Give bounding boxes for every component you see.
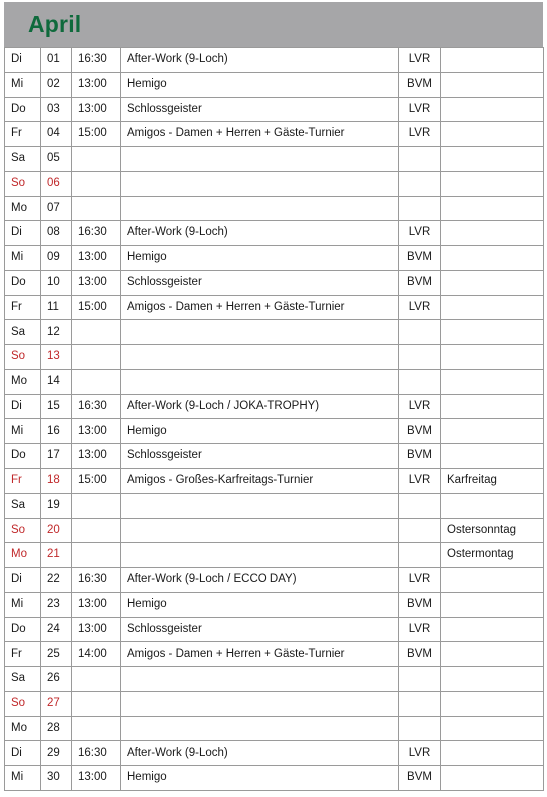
note-cell	[441, 122, 544, 147]
weekday-cell: Mi	[5, 419, 41, 444]
table-row	[5, 543, 544, 568]
table-row	[5, 667, 544, 692]
table-row	[5, 122, 544, 147]
event-cell	[121, 667, 399, 692]
event-cell	[121, 345, 399, 370]
table-row	[5, 147, 544, 172]
organizer-cell	[399, 196, 441, 221]
table-row	[5, 320, 544, 345]
note-cell	[441, 568, 544, 593]
note-cell	[441, 691, 544, 716]
organizer-cell	[399, 716, 441, 741]
note-cell	[441, 592, 544, 617]
note-cell	[441, 667, 544, 692]
day-cell: 05	[41, 147, 72, 172]
time-cell: 13:00	[72, 72, 121, 97]
day-cell: 23	[41, 592, 72, 617]
time-cell	[72, 543, 121, 568]
time-cell	[72, 320, 121, 345]
organizer-cell: BVM	[399, 72, 441, 97]
note-cell	[441, 295, 544, 320]
table-row	[5, 48, 544, 73]
calendar-body	[5, 48, 544, 791]
weekday-cell: So	[5, 691, 41, 716]
weekday-cell: Fr	[5, 295, 41, 320]
note-cell	[441, 72, 544, 97]
organizer-cell: LVR	[399, 122, 441, 147]
note-cell	[441, 394, 544, 419]
weekday-cell: Do	[5, 97, 41, 122]
time-cell	[72, 196, 121, 221]
note-cell	[441, 716, 544, 741]
table-row	[5, 766, 544, 791]
event-cell: Amigos - Damen + Herren + Gäste-Turnier	[121, 642, 399, 667]
organizer-cell	[399, 518, 441, 543]
note-cell	[441, 147, 544, 172]
month-header	[4, 2, 543, 47]
weekday-cell: Sa	[5, 667, 41, 692]
time-cell: 13:00	[72, 97, 121, 122]
event-cell: After-Work (9-Loch)	[121, 741, 399, 766]
weekday-cell: Sa	[5, 493, 41, 518]
weekday-cell: Sa	[5, 147, 41, 172]
note-cell	[441, 766, 544, 791]
organizer-cell: LVR	[399, 295, 441, 320]
weekday-cell: Mo	[5, 543, 41, 568]
weekday-cell: Do	[5, 270, 41, 295]
event-cell	[121, 369, 399, 394]
day-cell: 21	[41, 543, 72, 568]
day-cell: 10	[41, 270, 72, 295]
table-row	[5, 716, 544, 741]
time-cell	[72, 691, 121, 716]
day-cell: 25	[41, 642, 72, 667]
time-cell: 15:00	[72, 122, 121, 147]
event-cell: Hemigo	[121, 246, 399, 271]
note-cell	[441, 419, 544, 444]
day-cell: 03	[41, 97, 72, 122]
event-cell: Amigos - Damen + Herren + Gäste-Turnier	[121, 122, 399, 147]
table-row	[5, 72, 544, 97]
weekday-cell: Fr	[5, 469, 41, 494]
weekday-cell: Mo	[5, 716, 41, 741]
event-cell	[121, 493, 399, 518]
organizer-cell	[399, 320, 441, 345]
weekday-cell: Do	[5, 617, 41, 642]
event-cell	[121, 691, 399, 716]
event-cell: Hemigo	[121, 766, 399, 791]
weekday-cell: Mi	[5, 246, 41, 271]
event-cell	[121, 196, 399, 221]
time-cell: 15:00	[72, 295, 121, 320]
table-row	[5, 270, 544, 295]
event-cell	[121, 518, 399, 543]
event-cell: Hemigo	[121, 419, 399, 444]
time-cell: 16:30	[72, 741, 121, 766]
event-cell: After-Work (9-Loch)	[121, 48, 399, 73]
time-cell: 13:00	[72, 592, 121, 617]
time-cell: 13:00	[72, 419, 121, 444]
weekday-cell: Di	[5, 221, 41, 246]
day-cell: 17	[41, 444, 72, 469]
table-row	[5, 221, 544, 246]
event-cell: After-Work (9-Loch)	[121, 221, 399, 246]
weekday-cell: Mo	[5, 369, 41, 394]
event-cell: Amigos - Großes-Karfreitags-Turnier	[121, 469, 399, 494]
table-row	[5, 196, 544, 221]
time-cell: 13:00	[72, 444, 121, 469]
organizer-cell: LVR	[399, 469, 441, 494]
day-cell: 18	[41, 469, 72, 494]
organizer-cell	[399, 493, 441, 518]
day-cell: 20	[41, 518, 72, 543]
day-cell: 27	[41, 691, 72, 716]
time-cell: 14:00	[72, 642, 121, 667]
note-cell	[441, 171, 544, 196]
event-cell	[121, 716, 399, 741]
time-cell	[72, 493, 121, 518]
organizer-cell: BVM	[399, 592, 441, 617]
event-cell: Hemigo	[121, 72, 399, 97]
note-cell	[441, 48, 544, 73]
day-cell: 15	[41, 394, 72, 419]
table-row	[5, 369, 544, 394]
day-cell: 08	[41, 221, 72, 246]
day-cell: 02	[41, 72, 72, 97]
organizer-cell	[399, 369, 441, 394]
organizer-cell	[399, 147, 441, 172]
day-cell: 07	[41, 196, 72, 221]
organizer-cell: BVM	[399, 419, 441, 444]
note-cell	[441, 270, 544, 295]
event-cell: Amigos - Damen + Herren + Gäste-Turnier	[121, 295, 399, 320]
note-cell	[441, 493, 544, 518]
table-row	[5, 642, 544, 667]
event-cell	[121, 171, 399, 196]
note-cell	[441, 345, 544, 370]
weekday-cell: Di	[5, 741, 41, 766]
note-cell: Ostermontag	[441, 543, 544, 568]
organizer-cell: BVM	[399, 642, 441, 667]
note-cell: Ostersonntag	[441, 518, 544, 543]
table-row	[5, 345, 544, 370]
weekday-cell: Fr	[5, 122, 41, 147]
weekday-cell: So	[5, 345, 41, 370]
event-cell	[121, 320, 399, 345]
time-cell: 13:00	[72, 766, 121, 791]
table-row	[5, 444, 544, 469]
organizer-cell	[399, 667, 441, 692]
table-row	[5, 295, 544, 320]
organizer-cell: LVR	[399, 221, 441, 246]
month-title: April	[28, 11, 82, 37]
organizer-cell	[399, 691, 441, 716]
organizer-cell: BVM	[399, 246, 441, 271]
organizer-cell: BVM	[399, 270, 441, 295]
organizer-cell: LVR	[399, 97, 441, 122]
organizer-cell: LVR	[399, 568, 441, 593]
time-cell: 16:30	[72, 568, 121, 593]
event-cell: After-Work (9-Loch / JOKA-TROPHY)	[121, 394, 399, 419]
weekday-cell: Mi	[5, 766, 41, 791]
organizer-cell	[399, 345, 441, 370]
day-cell: 29	[41, 741, 72, 766]
time-cell	[72, 147, 121, 172]
note-cell	[441, 196, 544, 221]
day-cell: 12	[41, 320, 72, 345]
organizer-cell: LVR	[399, 617, 441, 642]
organizer-cell: BVM	[399, 444, 441, 469]
day-cell: 14	[41, 369, 72, 394]
event-cell: Hemigo	[121, 592, 399, 617]
weekday-cell: Di	[5, 568, 41, 593]
time-cell: 13:00	[72, 270, 121, 295]
table-row	[5, 493, 544, 518]
organizer-cell: LVR	[399, 48, 441, 73]
event-cell: Schlossgeister	[121, 97, 399, 122]
time-cell	[72, 518, 121, 543]
event-cell: After-Work (9-Loch / ECCO DAY)	[121, 568, 399, 593]
day-cell: 22	[41, 568, 72, 593]
weekday-cell: So	[5, 171, 41, 196]
day-cell: 28	[41, 716, 72, 741]
weekday-cell: Do	[5, 444, 41, 469]
note-cell	[441, 617, 544, 642]
note-cell	[441, 320, 544, 345]
table-row	[5, 592, 544, 617]
time-cell	[72, 369, 121, 394]
table-row	[5, 394, 544, 419]
time-cell	[72, 667, 121, 692]
weekday-cell: Di	[5, 394, 41, 419]
weekday-cell: Di	[5, 48, 41, 73]
day-cell: 11	[41, 295, 72, 320]
table-row	[5, 617, 544, 642]
weekday-cell: Fr	[5, 642, 41, 667]
day-cell: 06	[41, 171, 72, 196]
time-cell: 16:30	[72, 48, 121, 73]
table-row	[5, 518, 544, 543]
note-cell	[441, 369, 544, 394]
note-cell	[441, 221, 544, 246]
event-cell	[121, 147, 399, 172]
weekday-cell: Mi	[5, 592, 41, 617]
event-cell	[121, 543, 399, 568]
organizer-cell: LVR	[399, 394, 441, 419]
table-row	[5, 741, 544, 766]
time-cell	[72, 716, 121, 741]
time-cell	[72, 171, 121, 196]
note-cell	[441, 741, 544, 766]
table-row	[5, 469, 544, 494]
event-cell: Schlossgeister	[121, 270, 399, 295]
event-cell: Schlossgeister	[121, 444, 399, 469]
table-row	[5, 246, 544, 271]
organizer-cell: LVR	[399, 741, 441, 766]
day-cell: 04	[41, 122, 72, 147]
day-cell: 01	[41, 48, 72, 73]
weekday-cell: Sa	[5, 320, 41, 345]
weekday-cell: Mi	[5, 72, 41, 97]
time-cell	[72, 345, 121, 370]
day-cell: 19	[41, 493, 72, 518]
table-row	[5, 97, 544, 122]
organizer-cell: BVM	[399, 766, 441, 791]
note-cell	[441, 246, 544, 271]
table-row	[5, 171, 544, 196]
day-cell: 13	[41, 345, 72, 370]
time-cell: 13:00	[72, 617, 121, 642]
time-cell: 13:00	[72, 246, 121, 271]
day-cell: 26	[41, 667, 72, 692]
time-cell: 16:30	[72, 394, 121, 419]
note-cell: Karfreitag	[441, 469, 544, 494]
calendar-table	[4, 47, 544, 791]
note-cell	[441, 444, 544, 469]
table-row	[5, 419, 544, 444]
day-cell: 30	[41, 766, 72, 791]
note-cell	[441, 642, 544, 667]
table-row	[5, 691, 544, 716]
table-row	[5, 568, 544, 593]
event-cell: Schlossgeister	[121, 617, 399, 642]
day-cell: 16	[41, 419, 72, 444]
day-cell: 09	[41, 246, 72, 271]
organizer-cell	[399, 543, 441, 568]
note-cell	[441, 97, 544, 122]
day-cell: 24	[41, 617, 72, 642]
weekday-cell: So	[5, 518, 41, 543]
time-cell: 16:30	[72, 221, 121, 246]
weekday-cell: Mo	[5, 196, 41, 221]
organizer-cell	[399, 171, 441, 196]
time-cell: 15:00	[72, 469, 121, 494]
